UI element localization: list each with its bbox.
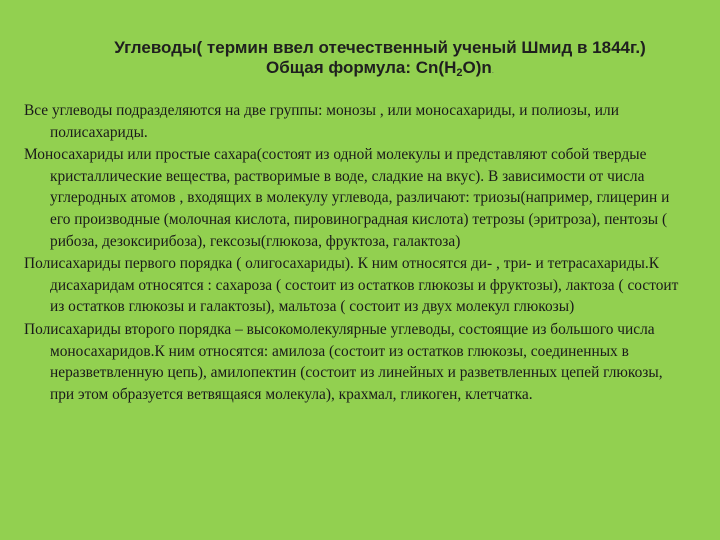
body-text bbox=[24, 100, 688, 406]
paragraph-oligosaccharides: Полисахариды первого порядка ( олигосахариды). К ним относятся ди- , три- и тетрасахариды.К дисахаридам относятся : сахароза ( состоит из остатков глюкозы и фруктозы), лактоза ( состоит из остатков глюкозы и галактозы), мальтоза ( состоит из двух молекул глюкозы) bbox=[24, 255, 679, 316]
paragraph-polysaccharides: Полисахариды второго порядка – высокомолекулярные углеводы, состоящие из большого числа моносахаридов.К ним относятся: амилоза (состоит из остатков глюкозы, соединенных в неразветвленную цепь), амилопектин (состоит из линейных и разветвленных цепей глюкозы, при этом образуется ветвящаяся молекула), крахмал, гликоген, клетчатка. bbox=[24, 320, 663, 403]
formula-prefix: Общая формула: Cn(H bbox=[265, 58, 457, 77]
formula-suffix: O)n bbox=[462, 58, 492, 77]
slide-title bbox=[60, 38, 700, 81]
formula-dot: . bbox=[491, 66, 495, 75]
general-formula bbox=[60, 58, 700, 81]
title-line: Углеводы( термин ввел отечественный ученый Шмид в 1844г.) bbox=[114, 38, 646, 57]
paragraph-monosaccharides: Моносахариды или простые сахара(состоят из одной молекулы и представляют собой твердые кристаллические вещества, растворимые в воде, сладкие на вкус). В зависимости от числа углеродных атомов , входящих в молекулу углевода, различают: триозы(например, глицерин и его производные (молочная кислота, пировиноградная кислота) тетрозы (эритроза), пентозы ( рибоза, дезоксирибоза), гексозы(глюкоза, фруктоза, галактоза) bbox=[24, 146, 670, 250]
paragraph-carbohydrate-groups: Все углеводы подразделяются на две группы: монозы , или моносахариды, и полиозы, или полисахариды. bbox=[24, 102, 619, 141]
formula-subscript: 2 bbox=[456, 67, 463, 79]
